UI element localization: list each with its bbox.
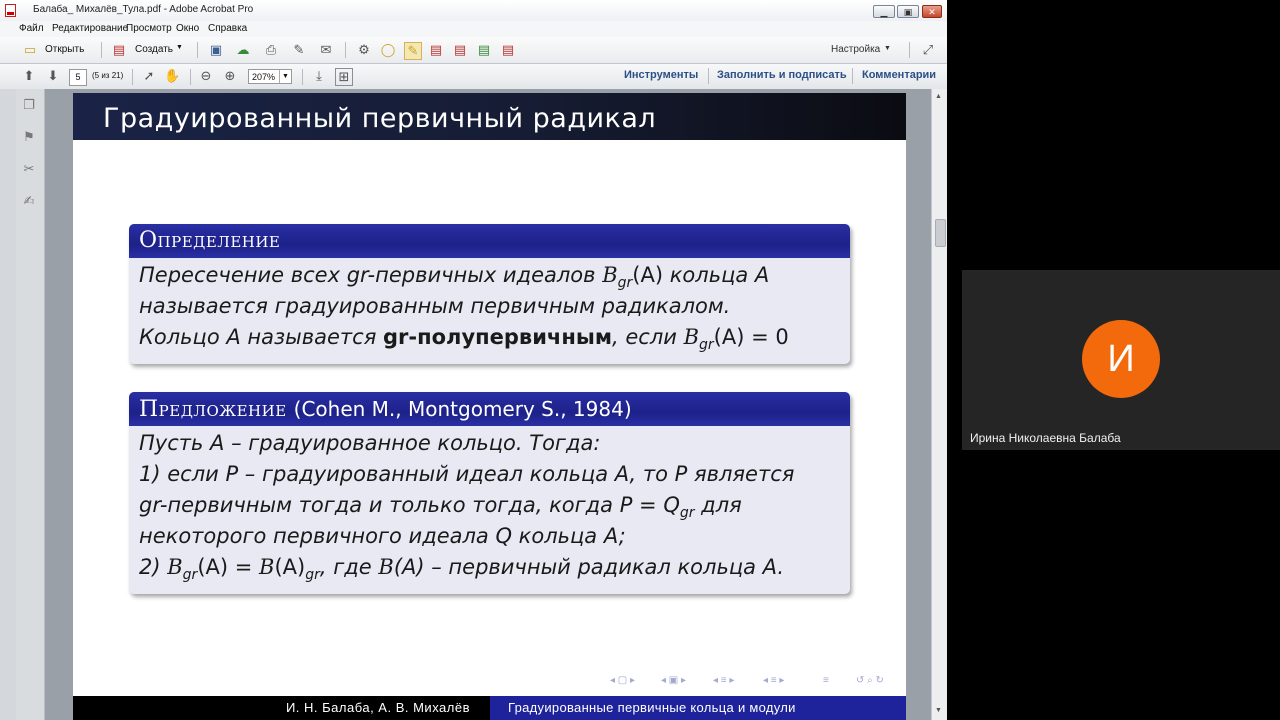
menu-edit[interactable]: Редактирование bbox=[52, 23, 129, 34]
menu-file[interactable]: Файл bbox=[19, 23, 44, 34]
folder-open-icon[interactable]: ▭ bbox=[23, 42, 37, 57]
definition-line-2: называется градуированным первичным радикалом. bbox=[139, 294, 731, 318]
beamer-nav-section-icon[interactable]: ◂ ≡ ▸ bbox=[713, 675, 735, 686]
participant-video-tile[interactable] bbox=[962, 270, 1280, 450]
toolbar-divider bbox=[190, 69, 191, 85]
definition-line-3: Кольцо A называется gr-полупервичным, если $B_{gr}(A) = 0$ bbox=[139, 325, 789, 354]
proposition-body bbox=[129, 426, 850, 583]
chevron-down-icon[interactable]: ▼ bbox=[884, 45, 891, 52]
highlight-icon[interactable]: ✎ bbox=[404, 42, 422, 60]
toolbar-divider bbox=[101, 42, 102, 58]
zoom-out-icon[interactable]: ⊖ bbox=[200, 68, 212, 83]
expand-icon[interactable]: ⤢ bbox=[922, 42, 934, 57]
chevron-down-icon[interactable]: ▼ bbox=[176, 44, 183, 51]
signatures-icon[interactable]: ✍ bbox=[23, 193, 35, 208]
definition-block bbox=[129, 224, 850, 364]
email-icon[interactable]: ✉ bbox=[320, 42, 332, 57]
comments-pane-link[interactable]: Комментарии bbox=[862, 69, 937, 81]
participant-name: Ирина Николаевна Балаба bbox=[970, 431, 1121, 445]
open-button[interactable]: Открыть bbox=[45, 44, 85, 55]
menu-bar bbox=[0, 21, 947, 37]
beamer-nav-frame-icon[interactable]: ◂ ▢ ▸ bbox=[610, 675, 636, 686]
slide-title-bar bbox=[73, 93, 906, 140]
window-title: Балаба_ Михалёв_Тула.pdf - Adobe Acrobat Pro bbox=[33, 4, 254, 15]
slide-title: Градуированный первичный радикал bbox=[103, 103, 657, 134]
bookmarks-icon[interactable]: ⚑ bbox=[23, 129, 35, 144]
edit-icon[interactable]: ✎ bbox=[293, 42, 305, 57]
beamer-nav-subsection-icon[interactable]: ◂ ▣ ▸ bbox=[661, 675, 687, 686]
next-page-icon[interactable]: ⬇ bbox=[47, 68, 59, 83]
comment-icon[interactable]: ◯ bbox=[380, 42, 396, 57]
toolbar-divider bbox=[302, 69, 303, 85]
fit-width-icon[interactable]: ⊞ bbox=[335, 68, 353, 86]
zoom-select[interactable] bbox=[248, 69, 292, 84]
scroll-up-icon[interactable]: ▲ bbox=[935, 93, 942, 100]
minimize-button[interactable]: ▁ bbox=[873, 5, 895, 18]
page-number-input[interactable]: 5 bbox=[69, 69, 87, 86]
menu-window[interactable]: Окно bbox=[176, 23, 200, 34]
hand-tool-icon[interactable]: ✋ bbox=[164, 68, 181, 83]
attachments-icon[interactable]: ✂ bbox=[23, 161, 35, 176]
fill-sign-pane-link[interactable]: Заполнить и подписать bbox=[717, 69, 847, 81]
definition-line-1: Пересечение всех gr-первичных идеалов $B_{gr}(A)$ кольца A bbox=[139, 263, 770, 292]
definition-body bbox=[129, 258, 850, 353]
proposition-heading: Предложение (Cohen M., Montgomery S., 1984) bbox=[129, 392, 850, 426]
main-toolbar bbox=[0, 37, 947, 64]
chevron-down-icon[interactable]: ▼ bbox=[279, 70, 291, 83]
fit-page-icon[interactable]: ⤓ bbox=[316, 68, 322, 83]
toolbar-divider bbox=[708, 68, 709, 84]
scroll-down-icon[interactable]: ▼ bbox=[935, 707, 942, 714]
toolbar-divider bbox=[345, 42, 346, 58]
proposition-line-3: gr-первичным тогда и только тогда, когда $P = Q_{gr}$ для bbox=[139, 493, 742, 522]
proposition-block bbox=[129, 392, 850, 594]
gear-icon[interactable]: ⚙ bbox=[358, 42, 370, 57]
toolbar-divider bbox=[197, 42, 198, 58]
beamer-nav-document-icon[interactable]: ◂ ≡ ▸ bbox=[763, 675, 785, 686]
avatar: И bbox=[1082, 320, 1160, 398]
pdf-file-icon bbox=[5, 4, 16, 17]
left-edge-panel bbox=[0, 89, 16, 720]
maximize-button[interactable]: ▣ bbox=[897, 5, 919, 18]
window-titlebar bbox=[0, 0, 947, 21]
save-icon[interactable]: ▣ bbox=[209, 42, 223, 57]
tools-pane-link[interactable]: Инструменты bbox=[624, 69, 699, 81]
proposition-line-1: Пусть A – градуированное кольцо. Тогда: bbox=[139, 431, 601, 455]
navigation-toolbar bbox=[0, 64, 947, 90]
zoom-value: 207% bbox=[252, 72, 276, 82]
beamer-nav-search-icon[interactable]: ↺ ⌕ ↻ bbox=[856, 675, 884, 686]
beamer-nav-toc-icon[interactable]: ≡ bbox=[823, 675, 829, 686]
create-pdf-icon[interactable]: ▤ bbox=[112, 42, 126, 57]
navigation-pane bbox=[16, 89, 45, 720]
document-icon[interactable]: ▤ bbox=[501, 42, 515, 57]
create-button[interactable]: Создать bbox=[135, 44, 174, 55]
menu-help[interactable]: Справка bbox=[208, 23, 248, 34]
footer-authors: И. Н. Балаба, А. В. Михалёв bbox=[73, 696, 490, 720]
proposition-line-2: 1) если P – градуированный идеал кольца A, то P является bbox=[139, 462, 795, 486]
footer-title: Градуированные первичные кольца и модули bbox=[490, 696, 906, 720]
document-icon[interactable]: ▤ bbox=[477, 42, 491, 57]
proposition-line-5: 2) $B_{gr}(A) = B(A)_{gr}$, где B(A) – первичный радикал кольца A. bbox=[139, 555, 785, 584]
proposition-line-4: некоторого первичного идеала Q кольца A; bbox=[139, 524, 626, 548]
scrollbar-thumb[interactable] bbox=[935, 219, 946, 247]
cloud-upload-icon[interactable]: ☁ bbox=[236, 42, 250, 57]
page-thumbnails-icon[interactable]: ❐ bbox=[23, 97, 35, 112]
select-cursor-icon[interactable]: ➚ bbox=[143, 68, 155, 83]
toolbar-divider bbox=[132, 69, 133, 85]
customize-button[interactable]: Настройка bbox=[831, 44, 881, 55]
definition-heading: Определение bbox=[129, 224, 850, 258]
pdf-slide bbox=[73, 93, 906, 720]
print-icon[interactable]: ⎙ bbox=[265, 42, 277, 57]
toolbar-divider bbox=[909, 42, 910, 58]
close-button[interactable]: ✕ bbox=[922, 5, 942, 18]
document-icon[interactable]: ▤ bbox=[429, 42, 443, 57]
document-icon[interactable]: ▤ bbox=[453, 42, 467, 57]
page-count: (5 из 21) bbox=[92, 71, 124, 80]
vertical-scrollbar[interactable] bbox=[931, 89, 947, 720]
menu-view[interactable]: Просмотр bbox=[126, 23, 172, 34]
previous-page-icon[interactable]: ⬆ bbox=[23, 68, 35, 83]
zoom-in-icon[interactable]: ⊕ bbox=[224, 68, 236, 83]
slide-footer bbox=[73, 696, 906, 720]
toolbar-divider bbox=[852, 68, 853, 84]
